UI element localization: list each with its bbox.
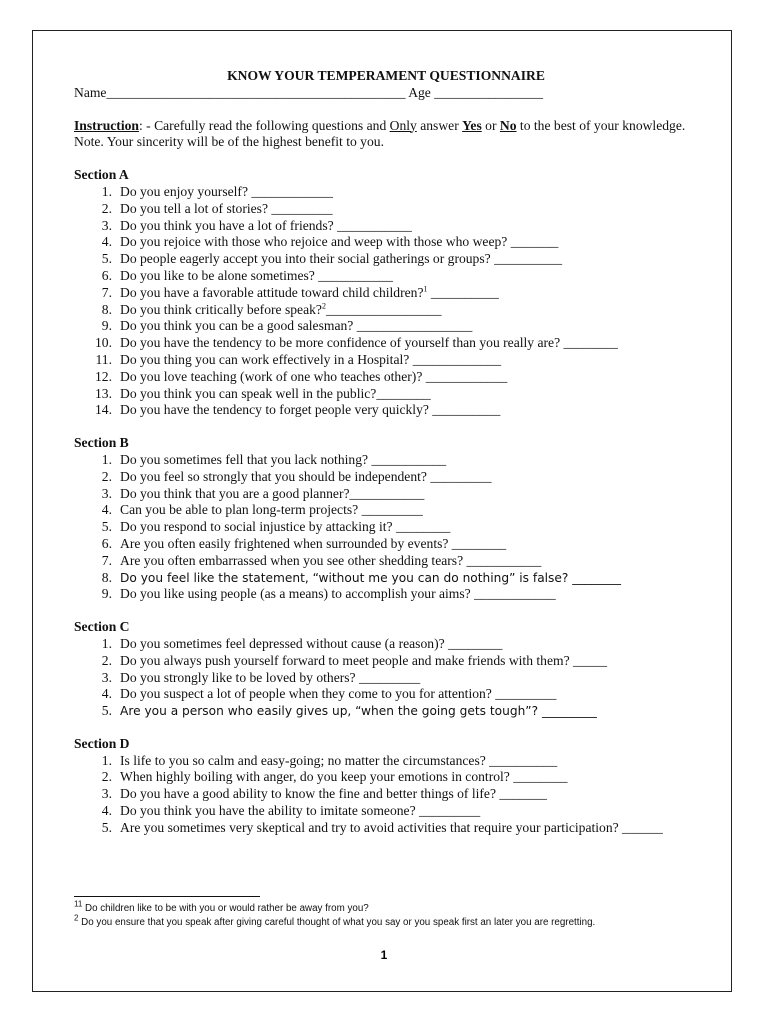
question-text — [120, 452, 704, 469]
instruction-text-b: answer — [416, 117, 463, 133]
question-text — [120, 285, 704, 302]
instruction-text-a: : - Carefully read the following questions and — [138, 117, 390, 133]
question-text — [120, 302, 704, 319]
question-number: 3. — [101, 669, 112, 685]
question-body: Do you think critically before speak? — [120, 301, 322, 317]
question-body: Do you love teaching (work of one who teaches other)? ____________ — [120, 368, 508, 384]
question-item — [74, 519, 704, 536]
question-text — [120, 786, 704, 803]
instruction-label: Instruction — [74, 117, 139, 133]
name-label: Name — [74, 84, 107, 100]
question-item — [74, 452, 704, 469]
question-text — [120, 570, 704, 587]
question-item — [74, 386, 704, 403]
question-number: 12. — [95, 368, 112, 384]
question-item — [74, 184, 704, 201]
section-title: Section B — [74, 435, 129, 451]
question-number: 9. — [101, 318, 112, 334]
footnote-ref: 2 — [321, 301, 326, 311]
sections-container — [74, 167, 704, 836]
question-item — [74, 402, 704, 419]
question-item — [74, 586, 704, 603]
question-item — [74, 820, 704, 837]
question-text — [120, 386, 704, 403]
question-body: Do you have the tendency to be more confidence of yourself than you really are? ________ — [120, 335, 618, 351]
question-body: Do you rejoice with those who rejoice and weep with those who weep? _______ — [120, 234, 559, 250]
question-body: Do you enjoy yourself? ____________ — [120, 183, 333, 199]
answer-blank: __________ — [427, 284, 499, 300]
question-text — [120, 636, 704, 653]
question-list — [74, 184, 704, 419]
question-number: 11. — [95, 351, 112, 367]
section-b — [74, 435, 704, 603]
instruction-yes: Yes — [462, 117, 482, 133]
question-number: 5. — [101, 703, 112, 719]
question-body: Are you sometimes very skeptical and try to avoid activities that require your participation? ______ — [120, 819, 663, 835]
question-body: Do you like to be alone sometimes? ___________ — [120, 267, 393, 283]
question-item — [74, 753, 704, 770]
question-body: Do you feel so strongly that you should be independent? _________ — [120, 468, 492, 484]
question-number: 4. — [101, 234, 112, 250]
question-text — [120, 369, 704, 386]
question-body: Do you think that you are a good planner?___________ — [120, 485, 425, 501]
question-body: Do you feel like the statement, “without me you can do nothing” is false? ________ — [120, 570, 621, 585]
question-item — [74, 268, 704, 285]
question-number: 7. — [101, 552, 112, 568]
question-item — [74, 234, 704, 251]
question-list — [74, 452, 704, 603]
question-number: 7. — [101, 284, 112, 300]
question-body: Are you a person who easily gives up, “when the going gets tough”? _________ — [120, 704, 597, 719]
question-number: 1. — [101, 752, 112, 768]
question-number: 3. — [101, 786, 112, 802]
question-number: 4. — [101, 803, 112, 819]
question-body: Do you think you have a lot of friends? ___________ — [120, 217, 412, 233]
question-list — [74, 753, 704, 837]
question-text — [120, 670, 704, 687]
section-title: Section C — [74, 619, 130, 635]
question-body: Do you tell a lot of stories? _________ — [120, 200, 333, 216]
question-text — [120, 753, 704, 770]
question-number: 3. — [101, 217, 112, 233]
question-text — [120, 234, 704, 251]
question-item — [74, 703, 704, 720]
question-item — [74, 686, 704, 703]
question-text — [120, 201, 704, 218]
question-item — [74, 803, 704, 820]
question-body: Do you strongly like to be loved by others? _________ — [120, 669, 421, 685]
question-text — [120, 553, 704, 570]
instruction-or: or — [481, 117, 500, 133]
question-body: Can you be able to plan long-term projects? _________ — [120, 502, 423, 518]
question-number: 6. — [101, 267, 112, 283]
question-body: Are you often embarrassed when you see other shedding tears? ___________ — [120, 552, 542, 568]
question-item — [74, 218, 704, 235]
question-text — [120, 268, 704, 285]
instruction-text-c: to the best of your knowledge. Note. Your sincerity will be of the highest benefit to you. — [74, 117, 686, 150]
question-item — [74, 369, 704, 386]
question-number: 2. — [101, 769, 112, 785]
footnote-2 — [74, 913, 684, 930]
question-item — [74, 302, 704, 319]
question-text — [120, 703, 704, 720]
question-text — [120, 352, 704, 369]
question-item — [74, 318, 704, 335]
footnote-2-mark: 2 — [74, 913, 79, 923]
question-body: Do you suspect a lot of people when they come to you for attention? _________ — [120, 686, 557, 702]
question-number: 1. — [101, 451, 112, 467]
question-item — [74, 502, 704, 519]
question-text — [120, 769, 704, 786]
question-number: 6. — [101, 535, 112, 551]
question-item — [74, 335, 704, 352]
section-c — [74, 619, 704, 720]
question-text — [120, 803, 704, 820]
age-blank: ________________ — [434, 84, 543, 100]
question-body: Do you think you can be a good salesman? _________________ — [120, 318, 473, 334]
question-item — [74, 486, 704, 503]
question-item — [74, 636, 704, 653]
question-text — [120, 502, 704, 519]
question-body: Do you think you have the ability to imitate someone? _________ — [120, 803, 481, 819]
section-a — [74, 167, 704, 419]
question-text — [120, 653, 704, 670]
footnote-rule — [74, 896, 260, 897]
question-body: Do you have a good ability to know the fine and better things of life? _______ — [120, 786, 547, 802]
footnote-ref: 1 — [423, 284, 428, 294]
question-text — [120, 519, 704, 536]
footnote-1-text: Do children like to be with you or would rather be away from you? — [82, 903, 369, 914]
question-item — [74, 786, 704, 803]
instruction-paragraph — [74, 118, 704, 152]
question-number: 8. — [101, 301, 112, 317]
instruction-only: Only — [389, 117, 417, 133]
question-number: 5. — [101, 819, 112, 835]
question-body: Are you often easily frightened when surrounded by events? ________ — [120, 535, 507, 551]
question-text — [120, 184, 704, 201]
question-number: 1. — [101, 635, 112, 651]
question-text — [120, 820, 704, 837]
question-number: 3. — [101, 485, 112, 501]
question-number: 2. — [101, 652, 112, 668]
footnote-1 — [74, 899, 684, 916]
question-item — [74, 201, 704, 218]
question-text — [120, 469, 704, 486]
name-blank: ____________________________________________ — [106, 84, 406, 100]
question-number: 10. — [95, 335, 112, 351]
question-text — [120, 318, 704, 335]
footnote-2-text: Do you ensure that you speak after giving careful thought of what you say or you speak first an later you are regretting. — [78, 917, 596, 928]
question-item — [74, 536, 704, 553]
question-text — [120, 335, 704, 352]
page-number: 1 — [380, 948, 388, 962]
question-number: 2. — [101, 200, 112, 216]
questionnaire-body — [74, 68, 704, 837]
footnote-1-mark: 11 — [74, 899, 83, 909]
question-item — [74, 769, 704, 786]
question-number: 4. — [101, 502, 112, 518]
question-item — [74, 469, 704, 486]
question-item — [74, 553, 704, 570]
question-body: Do you respond to social injustice by attacking it? ________ — [120, 519, 451, 535]
question-text — [120, 536, 704, 553]
question-list — [74, 636, 704, 720]
footnotes — [74, 899, 684, 930]
question-body: Do you thing you can work effectively in a Hospital? _____________ — [120, 351, 502, 367]
question-item — [74, 251, 704, 268]
question-body: Do you think you can speak well in the public?________ — [120, 385, 431, 401]
question-item — [74, 653, 704, 670]
question-body: Do you like using people (as a means) to accomplish your aims? ____________ — [120, 586, 556, 602]
section-title: Section D — [74, 735, 130, 751]
question-body: When highly boiling with anger, do you keep your emotions in control? ________ — [120, 769, 568, 785]
question-number: 8. — [101, 569, 112, 585]
question-text — [120, 251, 704, 268]
question-body: Do you sometimes feel depressed without cause (a reason)? ________ — [120, 635, 503, 651]
question-number: 4. — [101, 686, 112, 702]
question-number: 14. — [95, 402, 112, 418]
document-title: KNOW YOUR TEMPERAMENT QUESTIONNAIRE — [227, 68, 545, 83]
question-number: 5. — [101, 519, 112, 535]
instruction-no: No — [499, 117, 517, 133]
section-title: Section A — [74, 167, 129, 183]
question-text — [120, 686, 704, 703]
question-text — [120, 218, 704, 235]
question-body: Do people eagerly accept you into their social gatherings or groups? __________ — [120, 251, 563, 267]
question-body: Is life to you so calm and easy-going; no matter the circumstances? __________ — [120, 752, 558, 768]
question-number: 13. — [95, 385, 112, 401]
question-item — [74, 285, 704, 302]
question-item — [74, 570, 704, 587]
question-text — [120, 586, 704, 603]
name-age-row — [74, 85, 704, 102]
question-number: 5. — [101, 251, 112, 267]
question-body: Do you have a favorable attitude toward child children? — [120, 284, 424, 300]
question-number: 2. — [101, 468, 112, 484]
question-body: Do you always push yourself forward to meet people and make friends with them? _____ — [120, 652, 607, 668]
section-d — [74, 736, 704, 837]
question-item — [74, 352, 704, 369]
question-body: Do you sometimes fell that you lack nothing? ___________ — [120, 451, 447, 467]
question-body: Do you have the tendency to forget people very quickly? __________ — [120, 402, 501, 418]
question-number: 9. — [101, 586, 112, 602]
question-number: 1. — [101, 183, 112, 199]
question-text — [120, 486, 704, 503]
question-text — [120, 402, 704, 419]
question-item — [74, 670, 704, 687]
answer-blank: _________________ — [325, 301, 442, 317]
age-label: Age — [408, 84, 431, 100]
